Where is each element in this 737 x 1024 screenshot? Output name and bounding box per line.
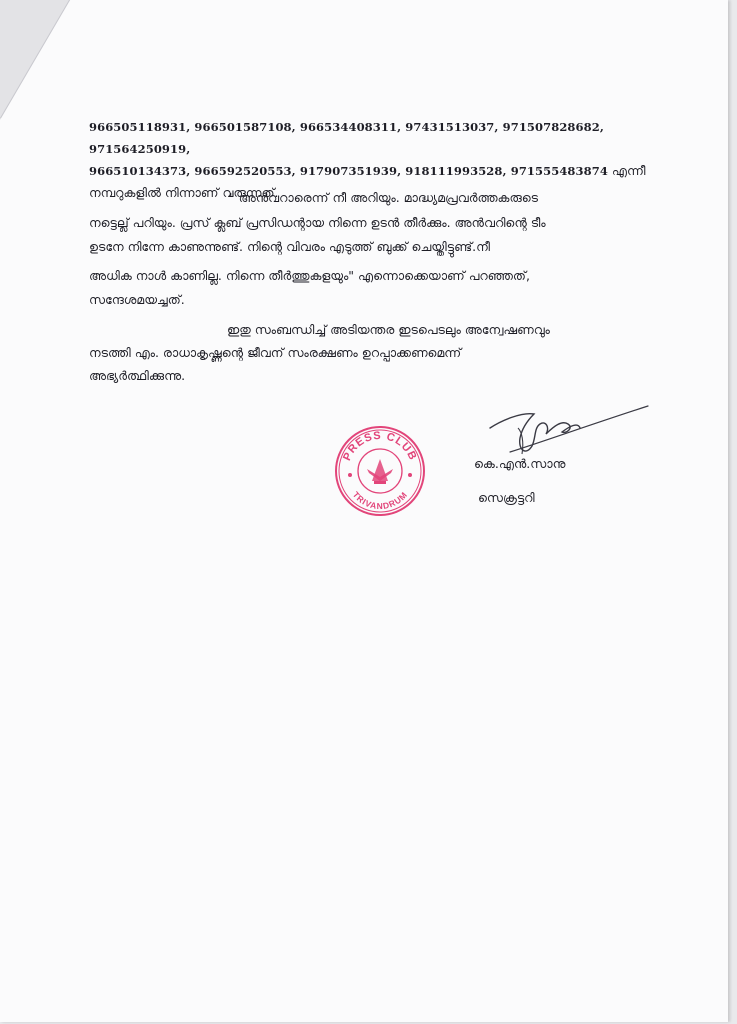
numbers-line-2-tail: എന്നീ bbox=[611, 163, 646, 178]
request-line-3: അഭ്യർത്ഥിക്കുന്നു. bbox=[89, 368, 186, 383]
request-line-2: നടത്തി എം. രാധാകൃഷ്ണന്റെ ജീവന് സംരക്ഷണം ഉറപ്പാക്കണമെന്ന് bbox=[89, 345, 462, 360]
stamp-top-text: PRESS CLUB bbox=[341, 429, 419, 463]
quote-paragraph bbox=[89, 186, 649, 313]
quote-line-5: സന്ദേശമയച്ചത്. bbox=[89, 292, 185, 307]
numbers-line-2: 966510134373, 966592520553, 917907351939, 918111993528, 971555483874 bbox=[89, 164, 608, 178]
quote-line-4: അധിക നാൾ കാണില്ല. നിന്നെ തീർത്തുകളയും" എന്നൊക്കെയാണ് പറഞ്ഞത്, bbox=[89, 267, 530, 283]
stamp-bottom-text: TRIVANDRUM bbox=[350, 489, 410, 512]
quote-line-1: " അൻവറാരെന്ന് നീ അറിയും. മാദ്ധ്യമപ്രവർത്തകരുടെ bbox=[229, 190, 539, 205]
quote-line-3: ഉടനേ നിന്നേ കാണുന്നുണ്ട്. നിന്റെ വിവരം എടുത്ത് ബുക്ക് ചെയ്തിട്ടുണ്ട്.നീ bbox=[89, 239, 490, 254]
numbers-line-1: 966505118931, 966501587108, 966534408311, 97431513037, 971507828682, 971564250919, bbox=[89, 120, 604, 156]
numbers-line-3: നമ്പറുകളിൽ നിന്നാണ് വരുന്നത്. bbox=[89, 185, 279, 200]
press-club-stamp bbox=[334, 425, 426, 517]
request-line-1: ഇതു സംബന്ധിച്ച് അടിയന്തര ഇടപെടലും അന്വേഷണവും bbox=[227, 322, 550, 337]
signatory-name: കെ.എൻ.സാനു bbox=[474, 456, 566, 471]
request-paragraph bbox=[89, 318, 649, 387]
signatory-title: സെക്രട്ടറി bbox=[478, 490, 535, 505]
svg-text:PRESS CLUB bbox=[341, 430, 419, 463]
quote-line-2: നട്ടെല്ല് പറിയും. പ്രസ് ക്ലബ് പ്രസിഡന്റായ നിന്നെ ഉടൻ തീർക്കും. അൻവറിന്റെ ടീം bbox=[89, 214, 546, 230]
